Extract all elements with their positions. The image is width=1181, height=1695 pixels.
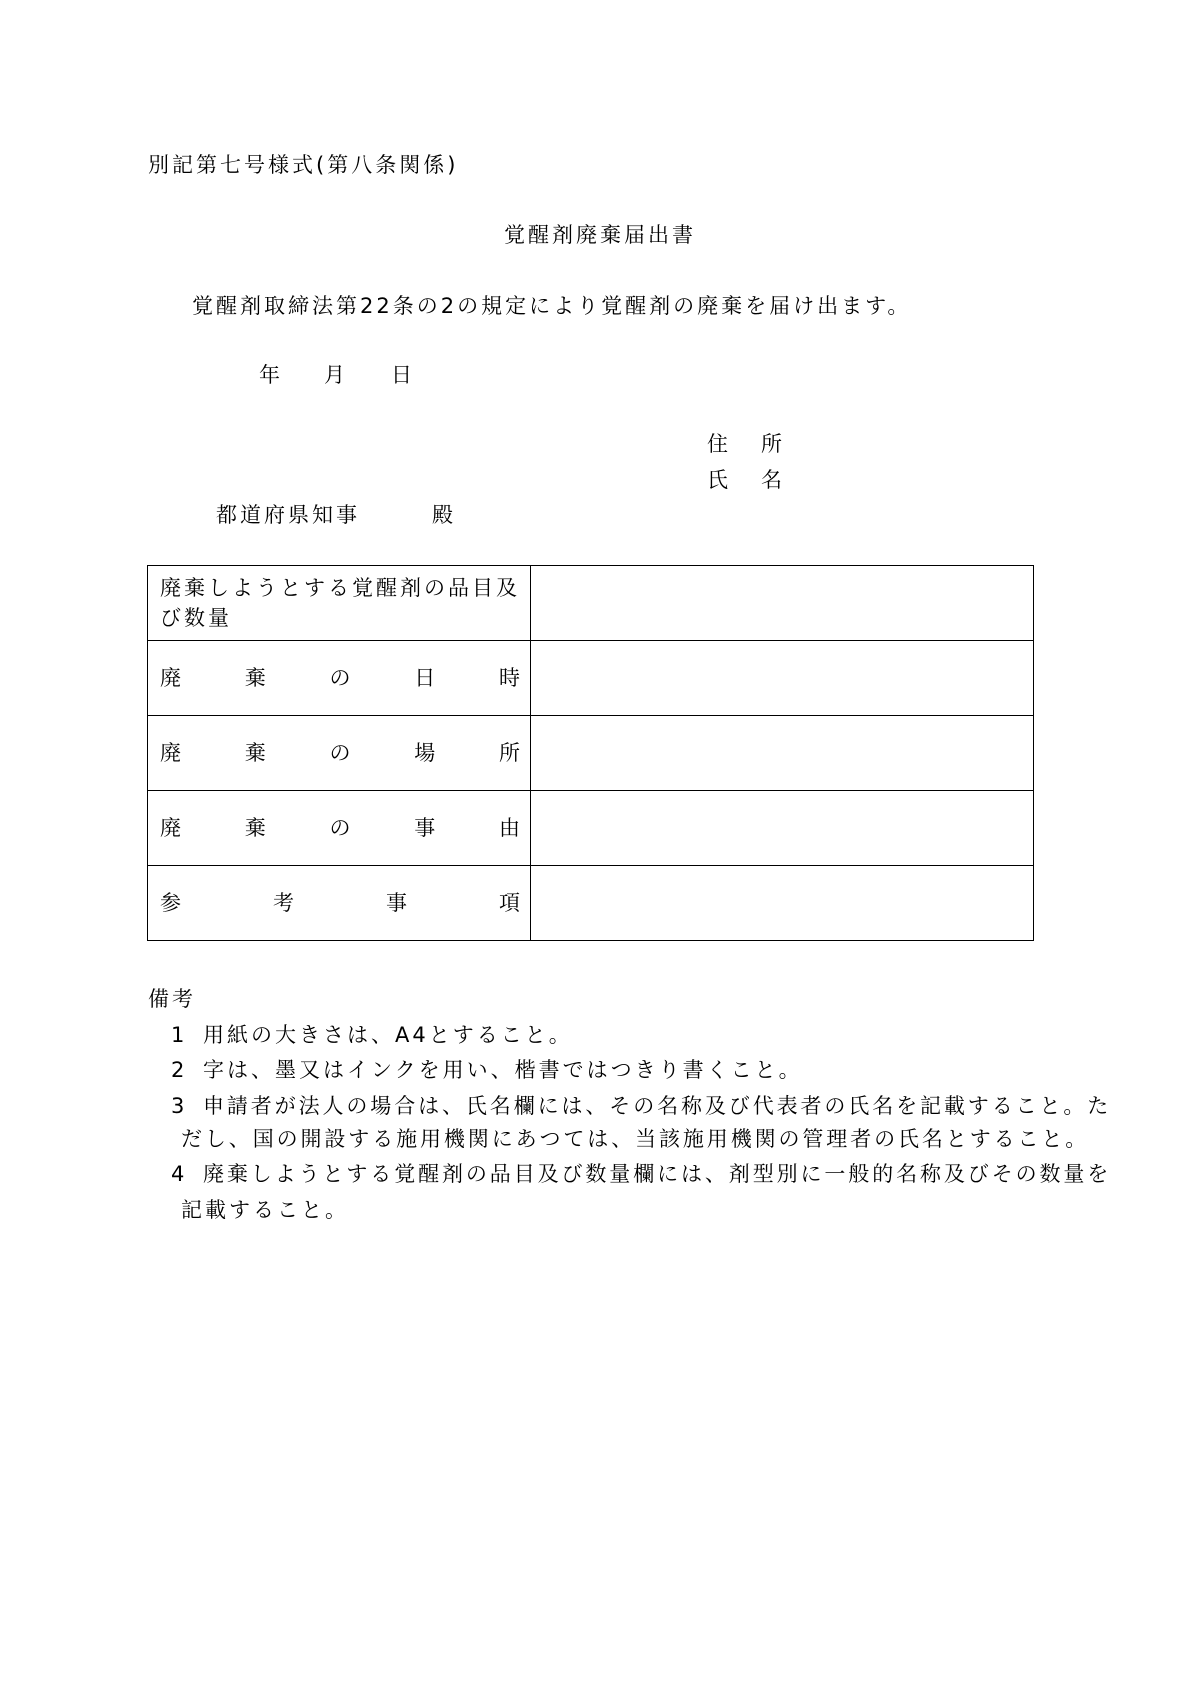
table-row [148,641,1034,716]
address-label: 住 所 [707,432,788,456]
notes-heading: 備考 [148,987,196,1011]
table-row [148,716,1034,791]
note-text-continued: だし、国の開設する施用機関にあつては、当該施用機関の管理者の氏名とすること。 [181,1127,1090,1151]
honorific: 殿 [432,503,456,527]
row-label: 廃棄の事由 [160,816,520,840]
disposal-datetime-field[interactable] [531,641,1034,716]
table-row [148,866,1034,941]
row-label-cell [148,791,531,866]
note-text: 廃棄しようとする覚醒剤の品目及び数量欄には、剤型別に一般的名称及びその数量を [203,1162,1112,1186]
row-label-cell [148,866,531,941]
row-label: 参考事項 [160,891,520,915]
disposal-form-table [147,565,1034,941]
row-label-cell [148,641,531,716]
items-quantity-field[interactable] [531,566,1034,641]
disposal-reason-field[interactable] [531,791,1034,866]
table-row [148,791,1034,866]
date-month: 月 [324,363,348,387]
note-number: 1 [171,1023,188,1047]
table-row [148,566,1034,641]
reference-field[interactable] [531,866,1034,941]
page-title: 覚醒剤廃棄届出書 [504,223,696,247]
note-number: 4 [171,1162,188,1186]
name-label: 氏 名 [707,468,788,492]
note-text: 申請者が法人の場合は、氏名欄には、その名称及び代表者の氏名を記載すること。た [203,1094,1112,1118]
statement: 覚醒剤取締法第22条の2の規定により覚醒剤の廃棄を届け出ます。 [192,294,912,318]
row-label-cell [148,566,531,641]
note-number: 2 [171,1058,188,1082]
disposal-place-field[interactable] [531,716,1034,791]
date-day: 日 [391,363,415,387]
date-year: 年 [259,363,283,387]
row-label-cell [148,716,531,791]
note-text: 字は、墨又はインクを用い、楷書ではつきり書くこと。 [203,1058,803,1082]
row-label: 廃棄の日時 [160,666,520,690]
note-text: 用紙の大きさは、A4とすること。 [203,1023,573,1047]
row-label: 廃棄しようとする覚醒剤の品目及び数量 [160,576,520,630]
row-label: 廃棄の場所 [160,741,520,765]
note-text-continued: 記載すること。 [181,1198,349,1222]
note-number: 3 [171,1094,188,1118]
recipient: 都道府県知事 [216,503,360,527]
form-label: 別記第七号様式(第八条関係) [148,153,459,177]
